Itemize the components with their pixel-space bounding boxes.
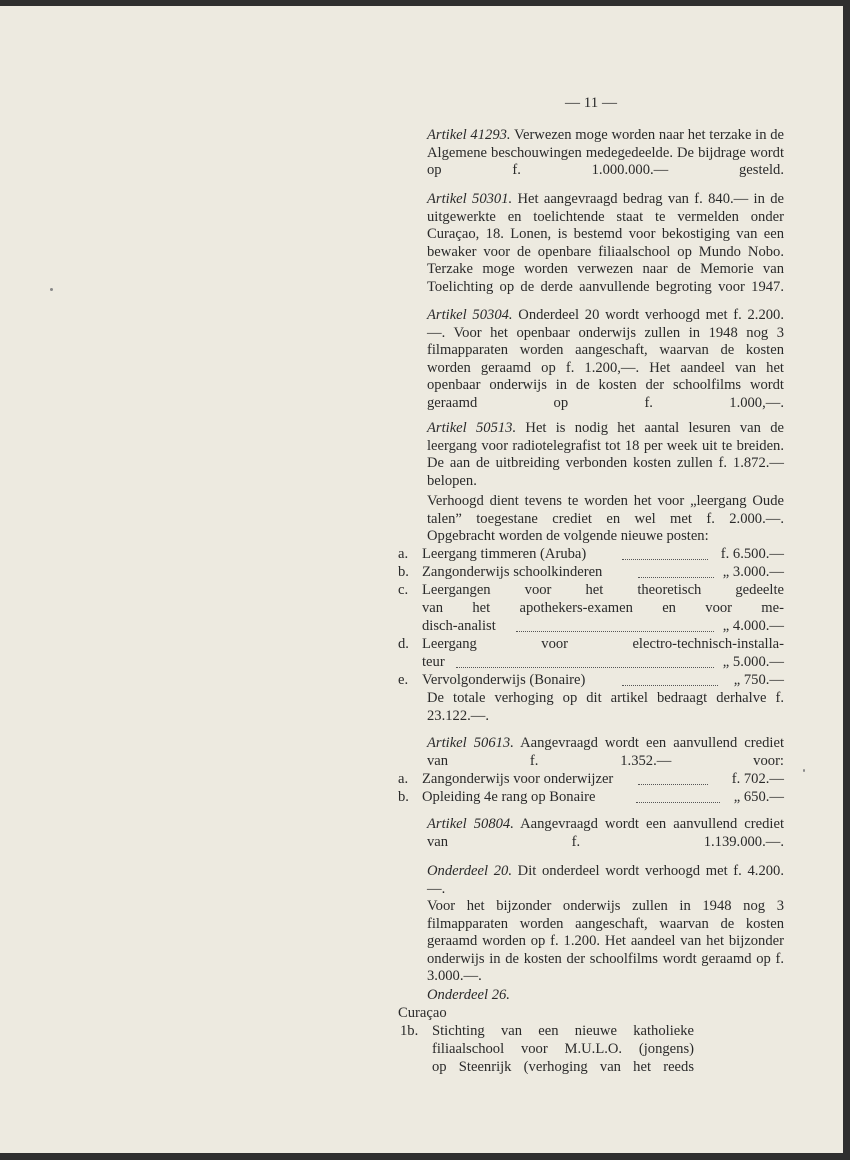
item-amount: f. 702.— [731, 771, 784, 787]
item-amount: f. 6.500.— [720, 546, 784, 562]
article-text: Aangevraagd wordt een aanvullend crediet van f. 1.139.000.—. [427, 816, 784, 850]
item-letter: b. [398, 564, 409, 580]
leader-dots [456, 667, 714, 668]
item-text: Leergang voor electro-technisch-installa- [422, 636, 784, 652]
item-amount: „ 5.000.— [722, 654, 784, 670]
item-amount: „ 4.000.— [722, 618, 784, 634]
article-text: Verwezen moge worden naar het terzake in de Algemene beschouwingen medegedeelde. De bijdrage wordt op f. 1.000.000.— gesteld. [427, 127, 784, 179]
list-item [398, 546, 784, 564]
article-text: Het aangevraagd bedrag van f. 840.— in de uitgewerkte en toelichtende staat te vermelden onder Curaçao, 18. Lonen, is bestemd voor bekostiging van een bewaker voor de openbare filiaalschool op Mundo Nobo. Terzake moge worden verwezen naar de Memorie van Toelichting op de derde aanvullende begroting voor 1947. [427, 191, 784, 295]
article-label: Artikel 50301. [427, 191, 513, 207]
list-item [398, 789, 784, 807]
article-label: Artikel 50513. [427, 420, 517, 436]
item-text: Vervolgonderwijs (Bonaire) [422, 672, 586, 688]
item-text: Opleiding 4e rang op Bonaire [422, 789, 596, 805]
article-50804 [398, 816, 784, 851]
list-item-continuation [398, 600, 784, 618]
article-label: Artikel 50304. [427, 307, 513, 323]
item-text: Stichting van een nieuwe katholieke [432, 1023, 694, 1039]
item-letter: d. [398, 636, 409, 652]
paragraph: Verhoogd dient tevens te worden het voor „leergang Oude talen” toegestane crediet en wel met f. 2.000.—. [427, 493, 784, 527]
item-letter: a. [398, 771, 409, 787]
article-50513 [398, 420, 784, 490]
list-item [398, 672, 784, 690]
scan-speck [50, 288, 53, 291]
section-onderdeel-20 [398, 863, 784, 898]
list-item-continuation [398, 1041, 784, 1059]
article-text: Aangevraagd wordt een aanvullend crediet van f. 1.352.— voor: [427, 735, 784, 769]
page-number: — 11 — [565, 95, 617, 111]
section-onderdeel-26-label: Onderdeel 26. [427, 987, 510, 1003]
article-50613 [398, 735, 784, 770]
item-text: Leergang timmeren (Aruba) [422, 546, 587, 562]
item-text: disch-analist [422, 618, 496, 634]
item-text: teur [422, 654, 445, 670]
item-amount: „ 650.— [733, 789, 784, 805]
item-amount: „ 3.000.— [722, 564, 784, 580]
leader-dots [622, 559, 708, 560]
place-name: Curaçao [398, 1005, 447, 1021]
section-text: Dit onderdeel wordt verhoogd met f. 4.200.—. [427, 863, 784, 897]
list-item-continuation [398, 654, 784, 672]
leader-dots [636, 802, 720, 803]
list-item-continuation [398, 618, 784, 636]
leader-dots [516, 631, 714, 632]
article-41293 [398, 127, 784, 180]
list-item [398, 771, 784, 789]
article-label: Artikel 41293. [427, 127, 511, 143]
article-50304 [398, 307, 784, 413]
paragraph: De totale verhoging op dit artikel bedraagt derhalve f. 23.122.—. [427, 690, 784, 724]
article-text: Het is nodig het aantal lesuren van de leergang voor radiotelegrafist tot 18 per week uit te breiden. De aan de uitbreiding verbonden kosten zullen f. 1.872.— belopen. [427, 420, 784, 489]
item-text: op Steenrijk (verhoging van het reeds [432, 1059, 694, 1075]
article-label: Artikel 50613. [427, 735, 514, 751]
item-amount: „ 750.— [733, 672, 784, 688]
article-50301 [398, 191, 784, 297]
leader-dots [622, 685, 718, 686]
paragraph: Voor het bijzonder onderwijs zullen in 1948 nog 3 filmapparaten worden aangeschaft, waarvan de kosten geraamd worden op f. 1.200. Het aandeel van het bijzonder onderwijs in de kosten der schoolfilms wordt geraamd op f. 3.000.—. [427, 898, 784, 985]
item-letter: e. [398, 672, 409, 688]
item-text: van het apothekers-examen en voor me- [422, 600, 784, 616]
item-letter: c. [398, 582, 409, 598]
paragraph: Opgebracht worden de volgende nieuwe posten: [427, 528, 709, 544]
leader-dots [638, 784, 708, 785]
item-number: 1b. [400, 1023, 419, 1039]
item-text: Zangonderwijs voor onderwijzer [422, 771, 614, 787]
section-label: Onderdeel 20. [427, 863, 512, 879]
item-text: filiaalschool voor M.U.L.O. (jongens) [432, 1041, 694, 1057]
leader-dots [638, 577, 714, 578]
article-text: Onderdeel 20 wordt verhoogd met f. 2.200.—. Voor het openbaar onderwijs zullen in 1948 nog 3 filmapparaten worden aangeschaft, waarvan de kosten worden geraamd op f. 1.200,—. Het aandeel van het openbaar onderwijs in de kosten der schoolfilms wordt geraamd op f. 1.000,—. [427, 307, 784, 411]
item-text: Zangonderwijs schoolkinderen [422, 564, 603, 580]
list-item [398, 636, 784, 654]
list-item-continuation [398, 1059, 784, 1077]
list-item [398, 564, 784, 582]
item-text: Leergangen voor het theoretisch gedeelte [422, 582, 784, 598]
item-letter: b. [398, 789, 409, 805]
scan-speck [803, 769, 805, 772]
list-item [398, 1023, 784, 1041]
list-item [398, 582, 784, 600]
item-letter: a. [398, 546, 409, 562]
article-label: Artikel 50804. [427, 816, 514, 832]
document-page [0, 6, 843, 1153]
